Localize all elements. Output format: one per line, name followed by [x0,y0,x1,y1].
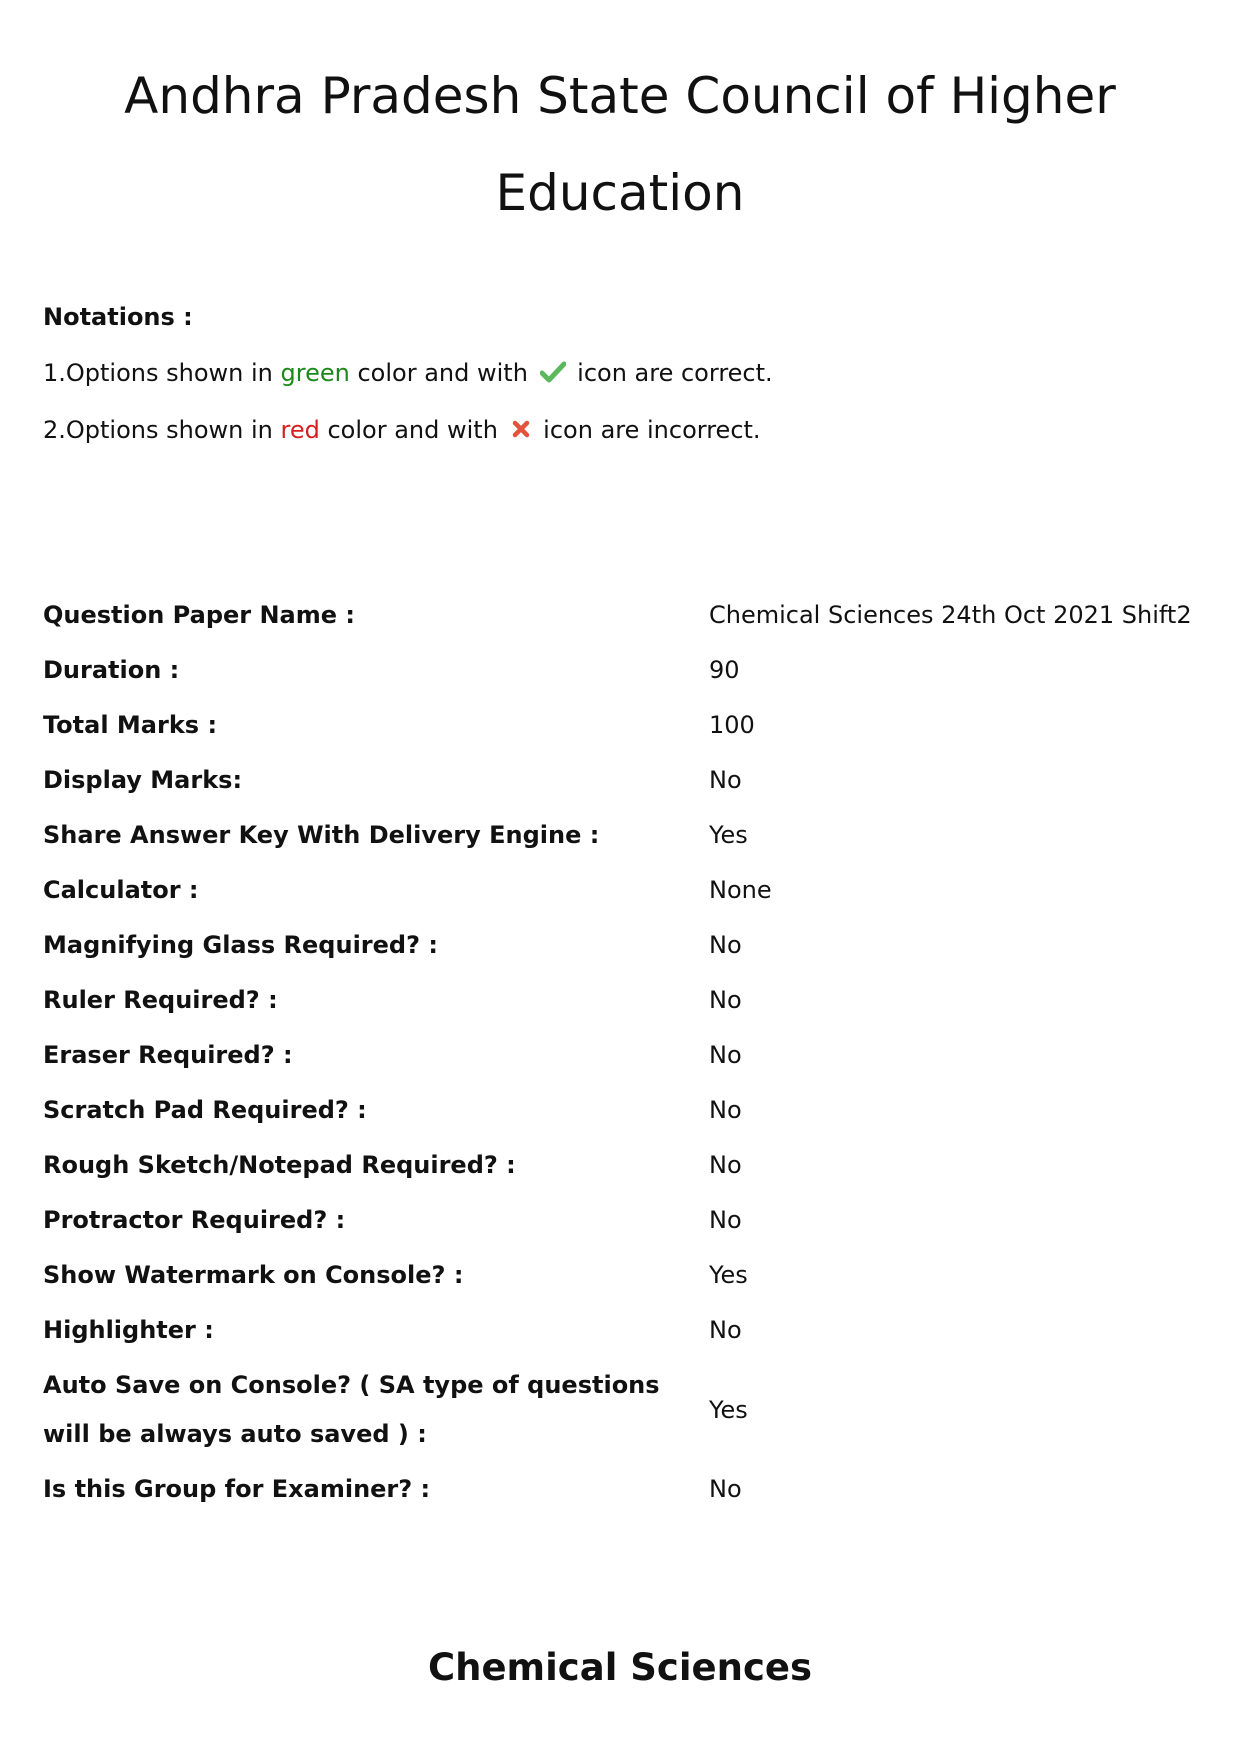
table-row [43,918,1203,973]
detail-value: Yes [709,1395,748,1424]
check-icon [540,358,566,392]
detail-value: 100 [709,711,755,739]
detail-label: Eraser Required? : [43,1041,293,1069]
notation-correct-line [43,356,1193,392]
page-title-line1: Andhra Pradesh State Council of Higher [124,67,1116,125]
table-row [43,1248,1203,1303]
detail-value: Chemical Sciences 24th Oct 2021 Shift2 [709,601,1192,629]
cross-icon [510,415,532,449]
detail-value: Yes [709,1261,748,1289]
notations-block [43,300,1193,470]
detail-label: Ruler Required? : [43,986,278,1014]
table-row [43,1028,1203,1083]
table-row [43,1462,1203,1517]
notations-heading: Notations : [43,303,193,331]
question-paper-details-table [43,588,1203,1517]
table-row [43,643,1203,698]
detail-label: Duration : [43,656,180,684]
detail-label: Rough Sketch/Notepad Required? : [43,1151,516,1179]
table-row [43,1083,1203,1138]
detail-value: 90 [709,656,740,684]
table-row [43,1138,1203,1193]
notation-correct-suffix: icon are correct. [569,359,773,387]
detail-value: No [709,1151,742,1179]
notation-incorrect-line [43,413,1193,449]
detail-label: Protractor Required? : [43,1206,346,1234]
detail-label: Display Marks: [43,766,243,794]
detail-value: No [709,986,742,1014]
detail-value: No [709,1316,742,1344]
notation-correct-prefix: 1.Options shown in [43,359,281,387]
table-row [43,863,1203,918]
detail-label: Scratch Pad Required? : [43,1096,367,1124]
page-title [0,48,1240,242]
notation-correct-middle: color and with [349,359,536,387]
notation-incorrect-prefix: 2.Options shown in [43,416,281,444]
detail-label: Share Answer Key With Delivery Engine : [43,821,600,849]
table-row [43,1303,1203,1358]
table-row [43,973,1203,1028]
notation-incorrect-middle: color and with [319,416,506,444]
detail-value: No [709,1096,742,1124]
detail-value: No [709,766,742,794]
detail-label: Total Marks : [43,711,218,739]
detail-label: Calculator : [43,876,199,904]
table-row [43,753,1203,808]
notation-green-word: green [280,359,350,387]
detail-label: Magnifying Glass Required? : [43,931,438,959]
page-title-line2: Education [495,164,745,222]
table-row [43,588,1203,643]
detail-label: Auto Save on Console? ( SA type of questions will be always auto saved ) : [43,1371,660,1448]
detail-value: No [709,1206,742,1234]
detail-label: Is this Group for Examiner? : [43,1475,431,1503]
detail-label: Question Paper Name : [43,601,355,629]
detail-label: Highlighter : [43,1316,214,1344]
detail-value: None [709,876,772,904]
table-row [43,1193,1203,1248]
table-row [43,698,1203,753]
table-row [43,808,1203,863]
table-row [43,1358,1203,1462]
detail-value: No [709,931,742,959]
detail-value: Yes [709,821,748,849]
section-heading: Chemical Sciences [427,1646,813,1689]
notation-red-word: red [280,416,320,444]
detail-label: Show Watermark on Console? : [43,1261,464,1289]
notation-incorrect-suffix: icon are incorrect. [535,416,761,444]
detail-value: No [709,1041,742,1069]
detail-value: No [709,1475,742,1503]
